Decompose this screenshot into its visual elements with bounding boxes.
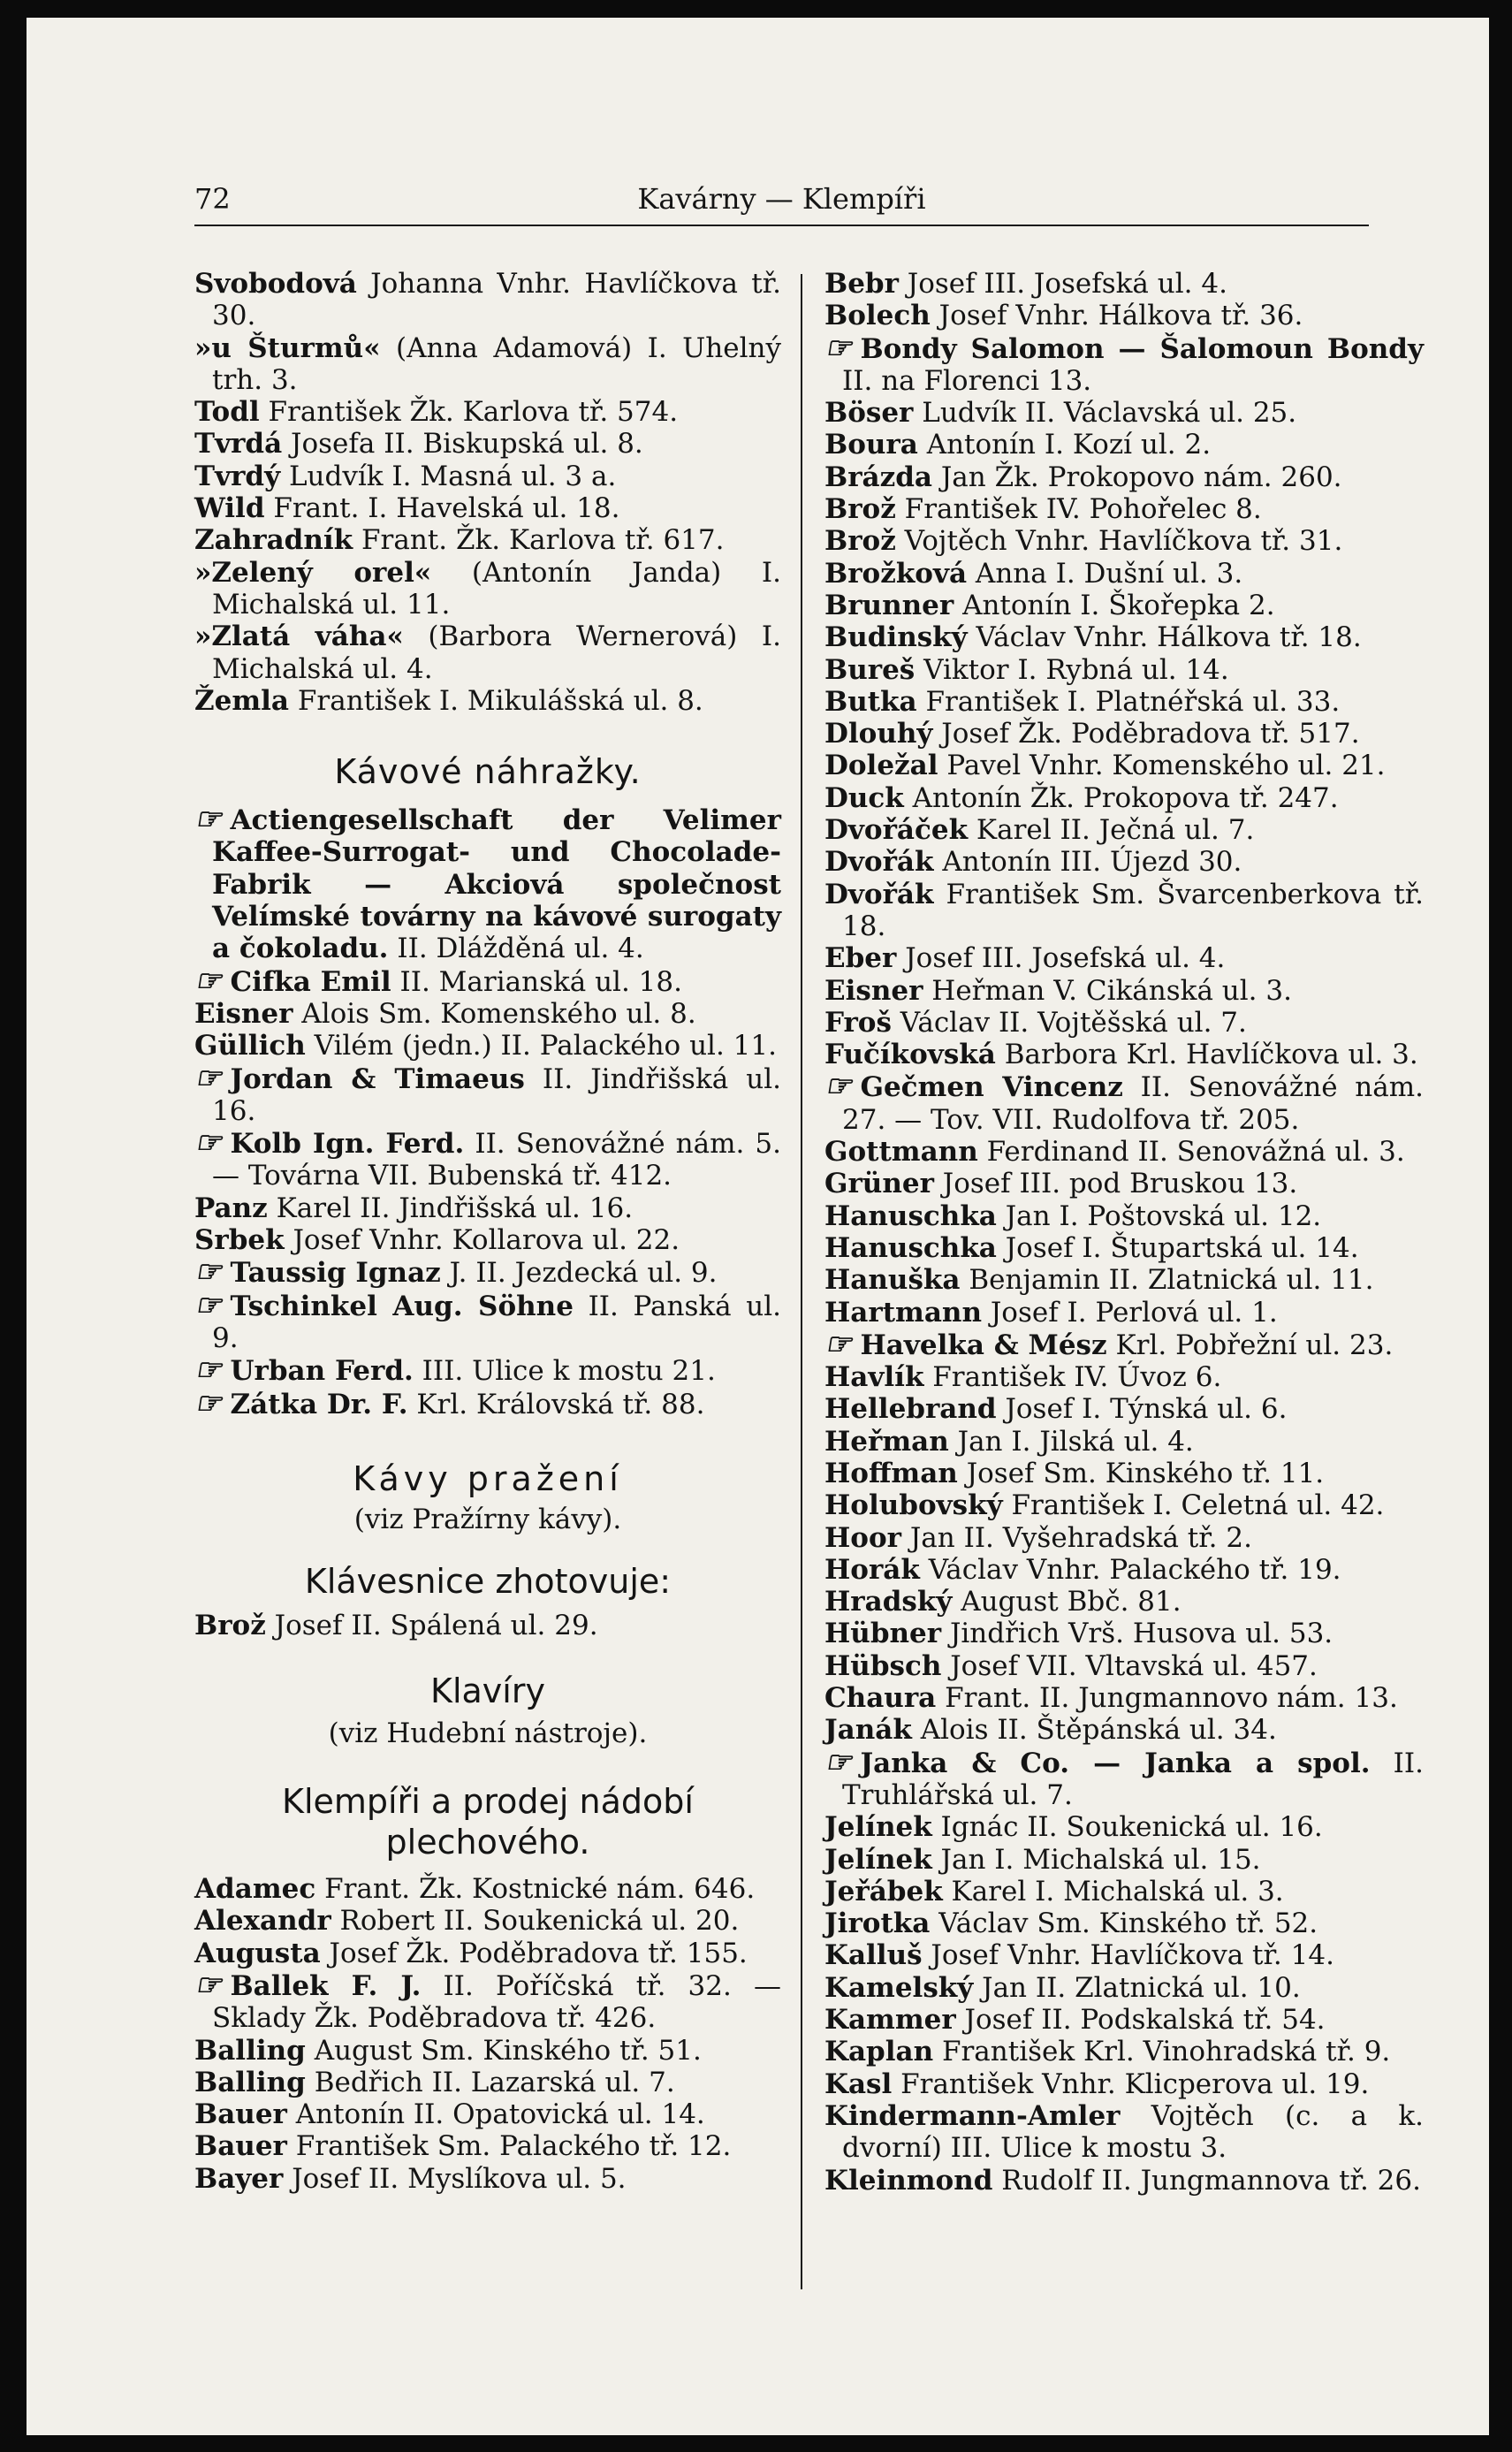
entry-name: Gečmen Vincenz [860, 1071, 1123, 1104]
entry-details: J. II. Jezdecká ul. 9. [440, 1257, 718, 1290]
section-sub-klaviry: (viz Hudební nástroje). [328, 1717, 648, 1750]
directory-entry [194, 998, 781, 1030]
entry-details: Anna I. Dušní ul. 3. [967, 557, 1243, 590]
pointing-hand-icon: ☞ [194, 963, 222, 999]
directory-entry [194, 268, 781, 332]
entry-details: František Vnhr. Klicperova ul. 19. [892, 2067, 1370, 2100]
entry-details: Ludvík I. Masná ul. 3 a. [280, 460, 617, 492]
directory-entry [824, 1586, 1424, 1618]
entry-details: Josef Žk. Poděbradova tř. 517. [932, 718, 1360, 750]
entry-name: Srbek [194, 1224, 285, 1257]
entry-name: Kalluš [824, 1939, 923, 1972]
entry-name: Dvořáček [824, 814, 969, 847]
entry-name: Brož [194, 1609, 266, 1641]
entry-details: Václav Vnhr. Hálkova tř. 18. [967, 621, 1362, 654]
entry-details: II. Senovážné nám. 27. — Tov. VII. Rudolfova tř. 205. [842, 1071, 1424, 1136]
entry-name: Ballek F. J. [230, 1969, 422, 2002]
pointing-hand-icon: ☞ [194, 1125, 222, 1161]
entry-name: Butka [824, 685, 917, 718]
directory-entry [824, 1908, 1424, 1939]
entry-details: II. Truhlářská ul. 7. [842, 1747, 1424, 1811]
entry-details: II. Jindřišská ul. 16. [212, 1062, 781, 1127]
pointing-hand-icon: ☞ [824, 330, 852, 366]
entry-name: Fučíkovská [824, 1039, 996, 1071]
entry-details: Jan I. Jilská ul. 4. [948, 1425, 1194, 1458]
directory-entry [824, 1650, 1424, 1682]
entry-details: Vojtěch (c. a k. dvorní) III. Ulice k mostu 3. [842, 2099, 1424, 2165]
entry-details: Antonín Žk. Prokopova tř. 247. [903, 781, 1339, 814]
entry-details: August Bbč. 81. [952, 1586, 1181, 1618]
directory-entry [824, 1168, 1424, 1199]
directory-entry [194, 1905, 781, 1937]
entry-name: Alexandr [194, 1905, 331, 1938]
entry-name: Brožková [824, 557, 968, 590]
entry-name: Bauer [194, 2130, 287, 2163]
pointing-hand-icon: ☞ [824, 1326, 852, 1362]
directory-entry [824, 2036, 1424, 2067]
entry-name: Cifka Emil [230, 965, 391, 998]
directory-entry [194, 2035, 781, 2067]
entry-details: III. Ulice k mostu 21. [413, 1355, 716, 1388]
section-heading-klaviry: Klavíry [430, 1671, 545, 1711]
entry-name: Kindermann-Amler [824, 2099, 1121, 2132]
entry-name: Panz [194, 1192, 268, 1224]
entry-details: Frant. Žk. Karlova tř. 617. [353, 524, 725, 557]
entry-details: František I. Celetná ul. 42. [1002, 1489, 1385, 1522]
entry-name: Brunner [824, 589, 954, 621]
entry-details: Josef Vnhr. Havlíčkova tř. 14. [922, 1939, 1334, 1972]
entry-name: Hoor [824, 1521, 901, 1554]
entry-name: Dlouhý [824, 718, 933, 750]
directory-entry [194, 2130, 781, 2162]
entry-name: Hanuška [824, 1264, 961, 1297]
entry-details: Jindřich Vrš. Husova ul. 53. [941, 1618, 1333, 1650]
entry-name: Bolech [824, 300, 931, 332]
klempiri-list [194, 1873, 781, 2195]
directory-entry [824, 1844, 1424, 1876]
entry-name: »u Šturmů« [194, 331, 381, 364]
entry-details: Antonín I. Škořepka 2. [954, 589, 1275, 621]
directory-entry [824, 558, 1424, 590]
directory-entry [194, 2163, 781, 2195]
entry-name: Jeřábek [824, 1875, 943, 1908]
entry-name: Žemla [194, 684, 290, 717]
entry-name: Havelka & Mész [860, 1329, 1107, 1361]
directory-entry [824, 332, 1424, 398]
entry-name: Zátka Dr. F. [230, 1388, 408, 1420]
directory-entry [824, 1232, 1424, 1264]
page-number: 72 [194, 182, 231, 216]
entry-name: Jelínek [824, 1843, 932, 1876]
directory-entry [824, 525, 1424, 557]
directory-entry [194, 332, 781, 397]
directory-entry [824, 493, 1424, 525]
entry-details: Alois Sm. Komenského ul. 8. [293, 997, 696, 1030]
directory-entry [194, 1192, 781, 1224]
entry-name: Svobodová [194, 268, 357, 300]
entry-details: (Anna Adamová) I. Uhelný trh. 3. [212, 331, 781, 396]
directory-entry [824, 2100, 1424, 2165]
directory-entry [824, 1811, 1424, 1843]
entry-name: Janka & Co. — Janka a spol. [860, 1747, 1371, 1779]
entry-name: Hanuschka [824, 1199, 997, 1232]
klempiri-list-continued [824, 268, 1424, 2197]
entry-details: František Sm. Palackého tř. 12. [286, 2130, 732, 2163]
kavove-list [194, 803, 781, 1420]
entry-name: Balling [194, 2034, 306, 2067]
entry-details: Rudolf II. Jungmannova tř. 26. [992, 2164, 1421, 2197]
entry-details: Josef II. Podskalská tř. 54. [955, 2004, 1326, 2037]
directory-entry [824, 782, 1424, 814]
entry-name: Hradský [824, 1586, 953, 1618]
entry-details: Jan I. Michalská ul. 15. [931, 1843, 1261, 1876]
left-column [194, 268, 781, 2195]
entry-details: Frant. I. Havelská ul. 18. [264, 492, 620, 525]
entry-name: Holubovský [824, 1489, 1003, 1522]
entry-details: Josef Žk. Poděbradova tř. 155. [320, 1937, 748, 1969]
entry-details: Bedřich II. Lazarská ul. 7. [305, 2066, 675, 2098]
entry-name: Kaplan [824, 2036, 934, 2068]
directory-entry [824, 621, 1424, 653]
entry-details: František I. Platnéřská ul. 33. [916, 685, 1341, 718]
directory-entry [194, 2098, 781, 2130]
entry-name: Kammer [824, 2004, 956, 2037]
entry-details: Josef III. pod Bruskou 13. [933, 1168, 1298, 1200]
entry-details: Václav II. Vojtěšská ul. 7. [891, 1006, 1247, 1039]
entry-details: František IV. Pohořelec 8. [895, 493, 1262, 526]
directory-entry [194, 621, 781, 685]
entry-details: Alois II. Štěpánská ul. 34. [911, 1714, 1277, 1747]
entry-details: Josef III. Josefská ul. 4. [896, 942, 1226, 975]
entry-details: August Sm. Kinského tř. 51. [305, 2034, 702, 2067]
pointing-hand-icon: ☞ [194, 1060, 222, 1096]
directory-entry [194, 1610, 781, 1641]
entry-name: Chaura [824, 1682, 937, 1715]
entry-name: Tvrdý [194, 460, 281, 492]
directory-entry [824, 397, 1424, 429]
entry-name: Janák [824, 1714, 912, 1747]
directory-entry [194, 1062, 781, 1128]
kavarny-list [194, 268, 781, 717]
entry-name: Dvořák [824, 878, 934, 910]
entry-details: Krl. Pobřežní ul. 23. [1106, 1329, 1394, 1361]
entry-name: Hanuschka [824, 1231, 997, 1264]
entry-details: Frant. II. Jungmannovo nám. 13. [936, 1682, 1398, 1715]
entry-details: Ignác II. Soukenická ul. 16. [931, 1811, 1323, 1844]
directory-entry [194, 2067, 781, 2098]
directory-entry [194, 1224, 781, 1256]
entry-name: Jelínek [824, 1811, 932, 1844]
directory-entry [824, 1489, 1424, 1521]
entry-name: Actiengesellschaft der Velimer Kaffee-Surrogat- und Chocolade-Fabrik — Akciová společnost Velímské továrny na kávové surogaty a čokoladu. [212, 804, 781, 965]
entry-details: II. Poříčská tř. 32. — Sklady Žk. Poděbradova tř. 426. [212, 1969, 781, 2035]
entry-details: Karel II. Ječná ul. 7. [968, 814, 1255, 847]
entry-details: Antonín II. Opatovická ul. 14. [286, 2098, 705, 2131]
entry-details: František Žk. Karlova tř. 574. [259, 396, 679, 429]
directory-entry [194, 1938, 781, 1969]
pointing-hand-icon: ☞ [824, 1069, 852, 1105]
entry-name: Kamelský [824, 1971, 974, 2004]
entry-details: (Antonín Janda) I. Michalská ul. 11. [212, 556, 781, 621]
entry-details: Johanna Vnhr. Havlíčkova tř. 30. [212, 268, 781, 332]
entry-name: Wild [194, 492, 265, 525]
entry-name: Froš [824, 1006, 892, 1039]
directory-entry [824, 590, 1424, 621]
directory-entry [824, 1458, 1424, 1489]
pointing-hand-icon: ☞ [194, 1385, 222, 1421]
directory-entry [194, 1385, 781, 1421]
entry-name: Hartmann [824, 1296, 982, 1329]
directory-entry [194, 1969, 781, 2035]
entry-name: Budinský [824, 621, 968, 654]
directory-entry [824, 1426, 1424, 1458]
entry-name: Bebr [824, 268, 899, 300]
entry-details: Karel II. Jindřišská ul. 16. [267, 1192, 634, 1224]
entry-name: Bureš [824, 653, 916, 686]
entry-details: Josef Vnhr. Kollarova ul. 22. [284, 1224, 680, 1257]
directory-entry [824, 1682, 1424, 1714]
directory-entry [824, 814, 1424, 846]
entry-details: Jan II. Vyšehradská tř. 2. [900, 1521, 1252, 1554]
entry-details: Josefa II. Biskupská ul. 8. [282, 428, 643, 461]
directory-entry [194, 524, 781, 556]
entry-details: František IV. Úvoz 6. [923, 1361, 1222, 1394]
entry-details: František Sm. Švarcenberkova tř. 18. [842, 878, 1424, 942]
directory-entry [824, 879, 1424, 943]
entry-details: Antonín I. Kozí ul. 2. [917, 429, 1212, 461]
entry-details: František Krl. Vinohradská tř. 9. [933, 2036, 1391, 2068]
column-divider [801, 274, 802, 2289]
pointing-hand-icon: ☞ [194, 1254, 222, 1291]
directory-entry [824, 942, 1424, 974]
directory-entry [824, 300, 1424, 331]
entry-name: Güllich [194, 1030, 306, 1062]
entry-details: Heřman V. Cikánská ul. 3. [923, 974, 1292, 1007]
entry-details: Ferdinand II. Senovážná ul. 3. [977, 1136, 1405, 1169]
directory-entry [194, 428, 781, 460]
entry-details: Josef II. Spálená ul. 29. [265, 1609, 598, 1641]
entry-details: Krl. Královská tř. 88. [407, 1388, 705, 1420]
directory-entry [824, 750, 1424, 781]
entry-details: Josef I. Perlová ul. 1. [982, 1296, 1278, 1329]
entry-details: Jan I. Poštovská ul. 12. [996, 1199, 1322, 1232]
directory-entry [824, 718, 1424, 750]
entry-name: Eber [824, 942, 897, 975]
entry-name: Todl [194, 396, 260, 429]
pointing-hand-icon: ☞ [824, 1744, 852, 1780]
pointing-hand-icon: ☞ [194, 1287, 222, 1323]
entry-details: Barbora Krl. Havlíčkova ul. 3. [995, 1039, 1418, 1071]
entry-name: Jirotka [824, 1908, 931, 1940]
directory-entry [824, 654, 1424, 686]
directory-entry [824, 1136, 1424, 1168]
directory-entry [824, 1972, 1424, 2004]
directory-entry [824, 1876, 1424, 1908]
entry-details: II. Dlážděná ul. 4. [388, 933, 644, 965]
entry-details: Josef II. Myslíkova ul. 5. [283, 2162, 627, 2195]
directory-entry [194, 803, 781, 964]
directory-entry [824, 1393, 1424, 1425]
right-column [824, 268, 1424, 2197]
running-title: Kavárny — Klempíři [637, 182, 926, 216]
entry-name: Kasl [824, 2067, 893, 2100]
entry-details: Josef III. Josefská ul. 4. [898, 268, 1227, 300]
directory-entry [824, 1007, 1424, 1039]
section-heading-klempiri: Klempíři a prodej nádobí plechového. [282, 1782, 694, 1862]
entry-name: Eisner [194, 997, 293, 1030]
entry-name: Hübner [824, 1618, 942, 1650]
pointing-hand-icon: ☞ [194, 1352, 222, 1389]
directory-entry [194, 1354, 781, 1387]
directory-entry [194, 461, 781, 492]
entry-details: Vojtěch Vnhr. Havlíčkova tř. 31. [895, 525, 1343, 558]
entry-details: Jan Žk. Prokopovo nám. 260. [932, 461, 1342, 493]
pointing-hand-icon: ☞ [194, 1967, 222, 2003]
directory-entry [824, 1297, 1424, 1329]
entry-name: Bayer [194, 2162, 284, 2195]
directory-entry [194, 1127, 781, 1192]
entry-name: Duck [824, 781, 904, 814]
entry-name: Balling [194, 2066, 306, 2098]
entry-name: Böser [824, 397, 914, 430]
entry-name: Brož [824, 493, 896, 526]
entry-name: Tschinkel Aug. Söhne [230, 1290, 574, 1322]
directory-entry [824, 846, 1424, 878]
book-page [27, 18, 1489, 2435]
entry-name: Urban Ferd. [230, 1355, 414, 1388]
directory-entry [194, 1256, 781, 1289]
klavesnice-list [194, 1610, 781, 1641]
entry-details: Josef Sm. Kinského tř. 11. [957, 1457, 1325, 1489]
entry-name: Horák [824, 1553, 920, 1586]
entry-name: Boura [824, 429, 918, 461]
pointing-hand-icon: ☞ [194, 802, 222, 838]
entry-details: Karel I. Michalská ul. 3. [942, 1875, 1284, 1908]
directory-entry [194, 492, 781, 524]
entry-details: Robert II. Soukenická ul. 20. [331, 1905, 740, 1938]
entry-name: Adamec [194, 1873, 316, 1906]
directory-entry [824, 429, 1424, 461]
entry-details: Vilém (jedn.) II. Palackého ul. 11. [305, 1030, 777, 1062]
directory-entry [194, 396, 781, 428]
directory-entry [194, 1030, 781, 1062]
entry-name: Doležal [824, 750, 938, 782]
entry-details: Josef Vnhr. Hálkova tř. 36. [930, 300, 1303, 332]
entry-details: Václav Sm. Kinského tř. 52. [930, 1908, 1318, 1940]
entry-details: II. Marianská ul. 18. [391, 965, 682, 998]
entry-name: Brož [824, 525, 896, 558]
entry-name: Taussig Ignaz [230, 1257, 441, 1290]
directory-entry [824, 1554, 1424, 1586]
directory-entry [824, 1744, 1424, 1812]
directory-entry [824, 686, 1424, 718]
directory-entry [824, 2068, 1424, 2100]
entry-name: Augusta [194, 1937, 321, 1969]
directory-entry [824, 2004, 1424, 2036]
entry-details: Benjamin II. Zlatnická ul. 11. [960, 1264, 1374, 1297]
directory-entry [824, 1361, 1424, 1393]
entry-name: Hellebrand [824, 1393, 997, 1426]
directory-entry [824, 1264, 1424, 1296]
entry-name: Hoffman [824, 1457, 958, 1489]
directory-entry [824, 1714, 1424, 1746]
directory-entry [824, 461, 1424, 493]
directory-entry [194, 685, 781, 717]
entry-details: Josef VII. Vltavská ul. 457. [941, 1649, 1318, 1682]
entry-name: Kleinmond [824, 2164, 993, 2197]
entry-name: »Zelený orel« [194, 556, 432, 589]
directory-entry [824, 1200, 1424, 1232]
directory-entry [824, 975, 1424, 1007]
entry-name: Jordan & Timaeus [230, 1062, 525, 1095]
entry-name: Bondy Salomon — Šalomoun Bondy [860, 332, 1424, 365]
section-heading-kavove: Kávové náhražky. [334, 752, 642, 792]
directory-entry [824, 1039, 1424, 1070]
entry-details: Josef I. Štupartská ul. 14. [996, 1231, 1359, 1264]
directory-entry [824, 1070, 1424, 1136]
directory-entry [824, 1939, 1424, 1971]
directory-entry [194, 965, 781, 998]
entry-name: Havlík [824, 1361, 924, 1394]
entry-name: Grüner [824, 1168, 934, 1200]
directory-entry [194, 1287, 781, 1355]
section-heading-klavesnice: Klávesnice zhotovuje: [304, 1561, 672, 1601]
entry-details: Antonín III. Újezd 30. [933, 846, 1242, 879]
entry-details: Frant. Žk. Kostnické nám. 646. [315, 1873, 756, 1906]
entry-name: Bauer [194, 2098, 287, 2131]
entry-name: Gottmann [824, 1136, 978, 1169]
directory-entry [824, 2165, 1424, 2197]
entry-details: Pavel Vnhr. Komenského ul. 21. [938, 750, 1386, 782]
directory-entry [824, 268, 1424, 300]
entry-name: Tvrdá [194, 428, 283, 461]
entry-details: Viktor I. Rybná ul. 14. [915, 653, 1229, 686]
section-sub-kavy: (viz Pražírny kávy). [353, 1503, 622, 1535]
entry-name: Hübsch [824, 1649, 942, 1682]
entry-details: II. na Florenci 13. [842, 364, 1092, 397]
entry-name: Dvořák [824, 846, 934, 879]
entry-name: Heřman [824, 1425, 949, 1458]
entry-details: II. Panská ul. 9. [212, 1290, 781, 1354]
page-header [194, 182, 1369, 226]
directory-entry [194, 557, 781, 621]
entry-name: Zahradník [194, 524, 353, 557]
directory-entry [824, 1618, 1424, 1649]
entry-details: II. Senovážné nám. 5. — Továrna VII. Bubenská tř. 412. [212, 1128, 781, 1192]
entry-details: (Barbora Wernerová) I. Michalská ul. 4. [212, 621, 782, 685]
section-heading-kavy: Kávy pražení [353, 1458, 623, 1498]
directory-entry [824, 1522, 1424, 1554]
entry-details: Jan II. Zlatnická ul. 10. [973, 1971, 1301, 2004]
entry-details: Václav Vnhr. Palackého tř. 19. [919, 1553, 1341, 1586]
entry-details: František I. Mikulášská ul. 8. [289, 684, 703, 717]
entry-name: Brázda [824, 461, 932, 493]
entry-name: Kolb Ign. Ferd. [230, 1128, 465, 1161]
entry-details: Ludvík II. Václavská ul. 25. [913, 397, 1297, 430]
directory-entry [824, 1326, 1424, 1362]
entry-details: Josef I. Týnská ul. 6. [996, 1393, 1288, 1426]
entry-name: Eisner [824, 974, 923, 1007]
entry-name: »Zlatá váha« [194, 621, 404, 653]
directory-entry [194, 1873, 781, 1905]
